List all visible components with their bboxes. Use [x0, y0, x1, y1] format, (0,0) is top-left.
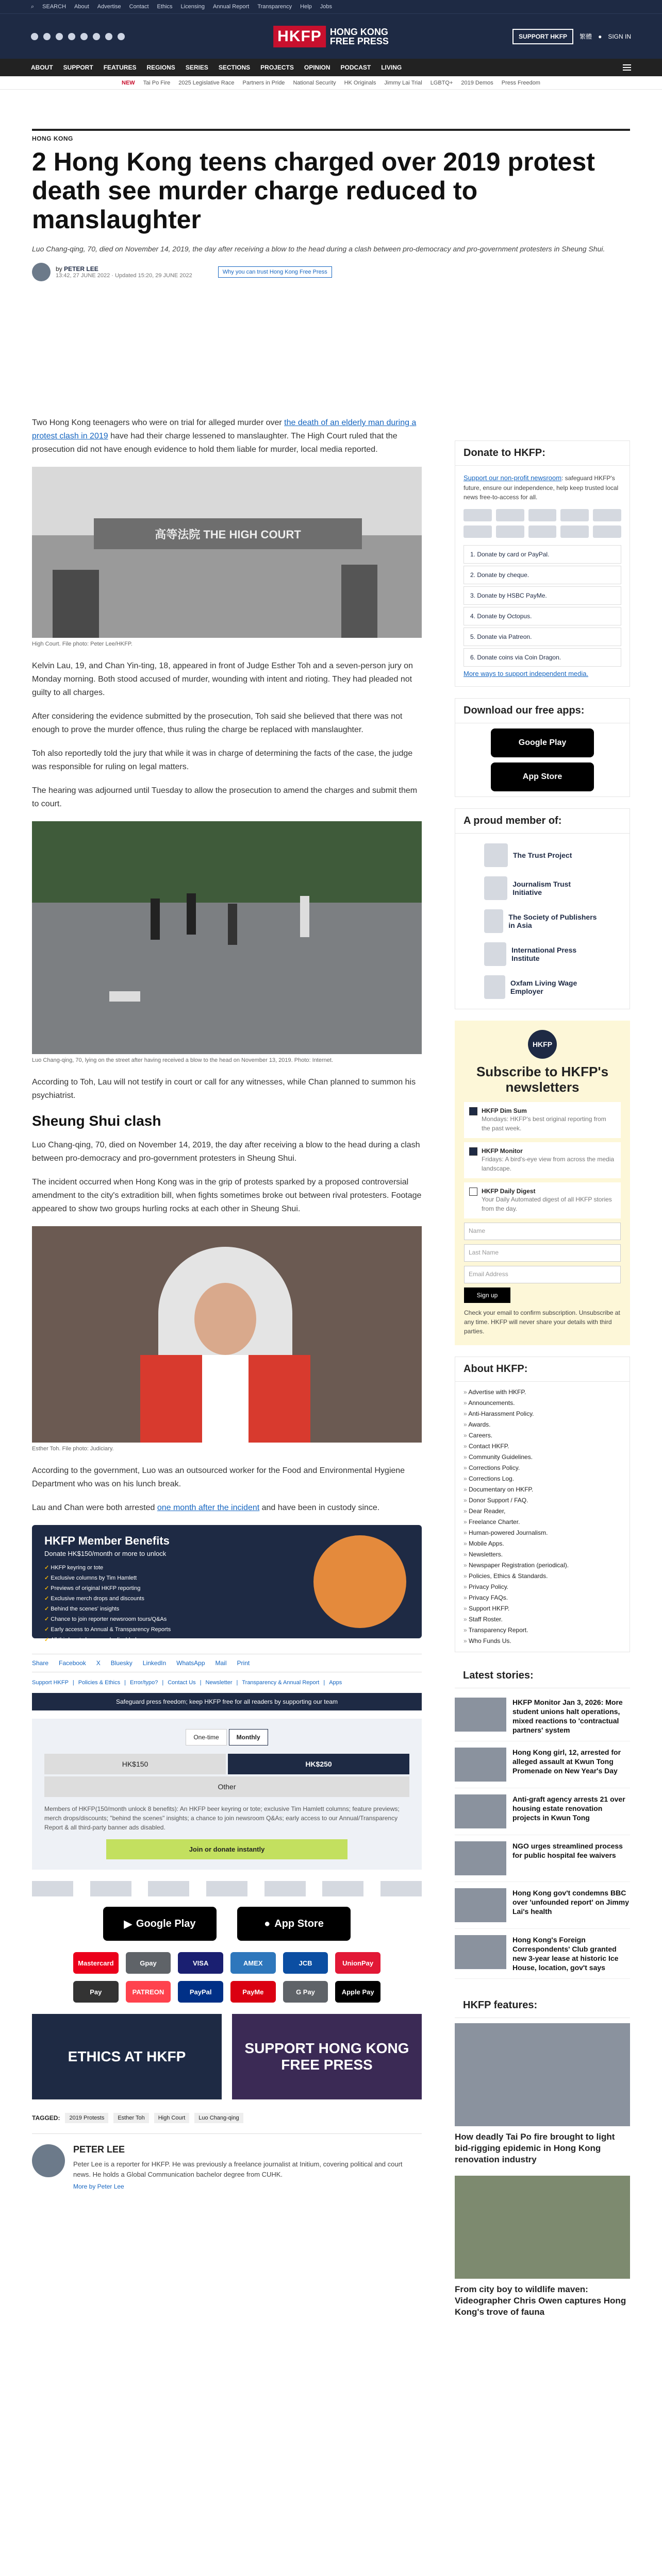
topbar-link-about[interactable]: About: [74, 4, 89, 10]
apple-icon: ●: [264, 1918, 271, 1929]
payment-methods: [73, 1952, 380, 2003]
photo-caption: High Court. File photo: Peter Lee/HKFP.: [32, 641, 133, 647]
user-icon[interactable]: ●: [598, 32, 602, 40]
membership-name: International Press Institute: [511, 946, 577, 962]
donate-option[interactable]: 2. Donate by cheque.: [464, 566, 621, 584]
site-logo[interactable]: [273, 26, 389, 47]
nav-sections[interactable]: SECTIONS: [218, 64, 251, 71]
newsletter-title: Subscribe to HKFP's newsletters: [476, 1064, 609, 1095]
topbar-link-help[interactable]: Help: [300, 4, 312, 10]
court-sign: 高等法院 THE HIGH COURT: [94, 518, 362, 549]
google-play-button[interactable]: [103, 1907, 217, 1941]
about-link[interactable]: » Privacy Policy.: [464, 1582, 621, 1592]
tag-link[interactable]: Press Freedom: [501, 79, 540, 86]
list-item: ✓ Behind the scenes' insights: [44, 1604, 409, 1614]
checkbox[interactable]: [469, 1147, 477, 1156]
nav-regions[interactable]: REGIONS: [146, 64, 175, 71]
payment-icon: [464, 526, 492, 538]
payment-logo: JCB: [283, 1952, 328, 1974]
site-header: [0, 13, 662, 59]
share-label: Share: [32, 1659, 49, 1667]
about-link[interactable]: » Newspaper Registration (periodical).: [464, 1560, 621, 1571]
topbar-link-ethics[interactable]: Ethics: [157, 4, 173, 10]
story-thumbnail[interactable]: [455, 1748, 506, 1782]
payment-icon: [593, 526, 621, 538]
share-facebook[interactable]: Facebook: [59, 1659, 86, 1667]
frequency-toggle: [44, 1729, 409, 1745]
facebook-icon[interactable]: [31, 33, 38, 40]
story-thumbnail[interactable]: [455, 1698, 506, 1732]
more-ways-link[interactable]: More ways to support independent media.: [464, 670, 589, 677]
author-box: [32, 2133, 422, 2190]
about-links: [455, 1382, 630, 1652]
tag-link[interactable]: Jimmy Lai Trial: [384, 79, 422, 86]
newsletter-note: Check your email to confirm subscription. Unsubscribe at any time. HKFP will never share your details with third parties.: [464, 1309, 620, 1335]
about-link[interactable]: » Human-powered Journalism.: [464, 1528, 621, 1538]
trust-button[interactable]: Why you can trust Hong Kong Free Press: [218, 266, 332, 278]
donation-note: Members of HKFP(150/month unlock 8 benefits): An HKFP beer keyring or tote; exclusive Tim Hamlett columns; feature previews; merch drops/discounts; "behind the scenes" insights; a chance to join newsroom Q&As; early access to our Annual/Transparency Report & all third-party banner ads disabled.: [44, 1805, 400, 1831]
sign-in-link[interactable]: SIGN IN: [608, 32, 631, 40]
donate-link[interactable]: Support our non-profit newsroom: [464, 474, 562, 482]
support-banner[interactable]: SUPPORT HONG KONG FREE PRESS: [232, 2014, 422, 2099]
partner-logo[interactable]: [90, 1881, 131, 1896]
about-link[interactable]: » Newsletters.: [464, 1549, 621, 1560]
text: : safeguard HKFP's future, ensure our independence, help keep trusted local news free-to-access for all.: [464, 474, 619, 501]
story-thumbnail[interactable]: [455, 1888, 506, 1922]
payment-icon: [496, 526, 524, 538]
store-label: App Store: [274, 1918, 324, 1929]
footer-link[interactable]: Newsletter: [205, 1680, 233, 1686]
social-icons: [31, 33, 125, 40]
payment-logo: PATREON: [126, 1981, 171, 2003]
store-label: Google Play: [136, 1918, 196, 1929]
about-link[interactable]: » Careers.: [464, 1430, 621, 1441]
story-headline[interactable]: Hong Kong's Foreign Correspondents' Club granted new 3-year lease at historic Ice House, location, gov't says: [512, 1936, 619, 1972]
logo-box: HKFP: [273, 26, 326, 47]
tag-link[interactable]: Tai Po Fire: [143, 79, 171, 86]
partner-logo[interactable]: [322, 1881, 363, 1896]
about-link[interactable]: » Freelance Charter.: [464, 1517, 621, 1528]
footer-link[interactable]: Contact Us: [168, 1680, 196, 1686]
latest-list: [455, 1688, 630, 1982]
bluesky-icon[interactable]: [93, 33, 100, 40]
partner-logo[interactable]: [32, 1881, 73, 1896]
membership-logo[interactable]: [464, 938, 621, 971]
payment-logo: PayPal: [178, 1981, 223, 2003]
donate-widget: [455, 440, 630, 687]
instagram-icon[interactable]: [56, 33, 63, 40]
article-title: 2 Hong Kong teens charged over 2019 protest death see murder charge reduced to manslaughter: [32, 147, 595, 234]
story-headline[interactable]: Anti-graft agency arrests 21 over housing estate renovation projects in Kwun Tong: [512, 1795, 625, 1822]
list-item: ✓ Exclusive columns by Tim Hamlett: [44, 1573, 409, 1583]
share-linkedin[interactable]: LinkedIn: [142, 1659, 167, 1667]
paragraph: After considering the evidence submitted by the prosecution, Toh said she believed that there was not enough to prove the murder offence, thus ruling the charge be replaced with manslaughter.: [32, 712, 403, 734]
trending-tags-bar: [0, 76, 662, 90]
about-link[interactable]: » Documentary on HKFP.: [464, 1484, 621, 1495]
footer-link[interactable]: Apps: [329, 1680, 342, 1686]
feature-image[interactable]: [455, 2023, 630, 2126]
article-body: [32, 416, 422, 2190]
donation-widget: [32, 1719, 422, 1870]
feature-headline[interactable]: How deadly Tai Po fire brought to light bid-rigging epidemic in Hong Kong renovation industry: [455, 2132, 615, 2164]
jti-icon: [484, 876, 507, 900]
payment-icon: [593, 509, 621, 521]
ethics-banner[interactable]: ETHICS AT HKFP: [32, 2014, 222, 2099]
nav-series[interactable]: SERIES: [185, 64, 208, 71]
member-benefits-banner[interactable]: [32, 1525, 422, 1643]
author-name[interactable]: PETER LEE: [73, 2144, 125, 2155]
story-headline[interactable]: NGO urges streamlined process for public hospital fee waivers: [512, 1842, 623, 1859]
paragraph: Kelvin Lau, 19, and Chan Yin-ting, 18, appeared in front of Judge Esther Toh and a seven-person jury on Monday morning. Both stood accused of murder, wounding with intent and rioting. They had pleaded not guilty to all charges.: [32, 662, 413, 697]
payment-icon: [464, 509, 492, 521]
hkfp-logo: HKFP: [528, 1030, 557, 1059]
header-right: [512, 29, 631, 44]
amount-option[interactable]: HK$150: [44, 1754, 226, 1774]
inline-link[interactable]: one month after the incident: [157, 1503, 260, 1512]
nav-opinion[interactable]: OPINION: [304, 64, 330, 71]
tag-link[interactable]: 2019 Demos: [461, 79, 493, 86]
name-field[interactable]: Name: [464, 1223, 621, 1240]
membership-logo[interactable]: [464, 971, 621, 1004]
article-tags: [32, 2113, 422, 2123]
author-name[interactable]: PETER LEE: [64, 265, 98, 273]
latest-story[interactable]: [455, 1882, 630, 1929]
nav-projects[interactable]: PROJECTS: [260, 64, 294, 71]
logo-text-2: FREE PRESS: [329, 36, 389, 46]
hamburger-menu-icon[interactable]: [623, 67, 631, 68]
paragraph: Toh also reportedly told the jury that while it was in charge of determining the facts of the case, the judge was responsible for ruling on legal matters.: [32, 749, 413, 771]
newsletter-option[interactable]: [464, 1182, 621, 1218]
payment-logo: Gpay: [126, 1952, 171, 1974]
sopa-icon: [484, 909, 503, 933]
payment-icon: [528, 526, 557, 538]
topbar-link-licensing[interactable]: Licensing: [180, 4, 205, 10]
donate-option[interactable]: 3. Donate by HSBC PayMe.: [464, 586, 621, 605]
newsletter-option[interactable]: [464, 1142, 621, 1178]
partner-logo[interactable]: [380, 1881, 422, 1896]
inline-link[interactable]: the death of an elderly man during a protest clash in 2019: [32, 418, 417, 440]
play-icon: ▶: [124, 1918, 132, 1930]
language-toggle[interactable]: 繁體: [580, 33, 592, 40]
payment-logo: VISA: [178, 1952, 223, 1974]
text: Two Hong Kong teenagers who were on trial for alleged murder over: [32, 418, 285, 427]
rss-icon[interactable]: [118, 33, 125, 40]
paragraph: According to the government, Luo was an outsourced worker for the Food and Environmental Hygiene Department who was on his lunch break.: [32, 1466, 405, 1488]
payment-logo: G Pay: [283, 1981, 328, 2003]
tag-chip[interactable]: Esther Toh: [113, 2113, 148, 2123]
new-badge: NEW: [122, 79, 135, 86]
about-link[interactable]: » Corrections Log.: [464, 1473, 621, 1484]
article-excerpt: Luo Chang-qing, 70, died on November 14, 2019, the day after receiving a blow to the head during a clash between pro-democracy and pro-government protesters in Sheung Shui.: [32, 245, 605, 253]
membership-name: Oxfam Living Wage Employer: [510, 979, 577, 995]
apps-widget: [455, 698, 630, 797]
about-link[interactable]: » Support HKFP.: [464, 1603, 621, 1614]
sidebar: [455, 440, 630, 2345]
tags-label: TAGGED:: [32, 2114, 60, 2122]
signup-button[interactable]: Sign up: [464, 1287, 510, 1303]
widget-title: Download our free apps:: [455, 699, 630, 723]
list-item: ✓ All third party banner ads disabled: [44, 1635, 409, 1645]
latest-story[interactable]: [455, 1788, 630, 1835]
payment-logo: UnionPay: [335, 1952, 380, 1974]
donate-option[interactable]: 4. Donate by Octopus.: [464, 607, 621, 625]
main-nav: [0, 59, 662, 76]
list-item: ✓ Early access to Annual & Transparency Reports: [44, 1624, 409, 1635]
share-mail[interactable]: Mail: [215, 1659, 227, 1667]
email-field[interactable]: Email Address: [464, 1266, 621, 1283]
option-desc: Fridays: A bird's-eye view from across the media landscape.: [482, 1156, 615, 1172]
footer-link[interactable]: Support HKFP: [32, 1680, 69, 1686]
payment-icons: [464, 509, 621, 538]
x-icon[interactable]: [43, 33, 51, 40]
topbar-link-advertise[interactable]: Advertise: [97, 4, 121, 10]
nav-living[interactable]: LIVING: [381, 64, 402, 71]
donate-options: [464, 545, 621, 667]
photo-caption: Esther Toh. File photo: Judiciary.: [32, 1446, 114, 1452]
author-avatar[interactable]: [32, 263, 51, 281]
oxfam-icon: [484, 975, 505, 999]
benefits-title: HKFP Member Benefits: [44, 1534, 170, 1547]
trust-project-icon: [484, 843, 508, 867]
about-link[interactable]: » Contact HKFP.: [464, 1441, 621, 1452]
paragraph: [32, 416, 422, 456]
latest-story[interactable]: [455, 1741, 630, 1788]
support-hkfp-button[interactable]: SUPPORT HKFP: [512, 29, 573, 44]
topbar-link-jobs[interactable]: Jobs: [320, 4, 333, 10]
nav-about[interactable]: ABOUT: [31, 64, 53, 71]
partner-logo[interactable]: [264, 1881, 306, 1896]
article-header: [32, 129, 630, 281]
freq-monthly[interactable]: Monthly: [229, 1729, 268, 1745]
paragraph: [32, 1501, 422, 1515]
join-donate-button[interactable]: Join or donate instantly: [106, 1839, 347, 1859]
top-utility-bar: [0, 0, 662, 13]
membership-name: The Trust Project: [513, 851, 572, 859]
paragraph: According to Toh, Lau will not testify in court or call for any witnesses, while Chan planned to summon his psychiatrist.: [32, 1078, 416, 1100]
high-court-photo: [32, 467, 422, 638]
share-x[interactable]: X: [96, 1659, 101, 1667]
text: have had their charge lessened to manslaughter. The High Court ruled that the prosecution did not have enough evidence to hold them liable for murder, local media reported.: [32, 432, 398, 454]
about-widget: [455, 1357, 630, 1652]
tag-link[interactable]: 2025 Legislative Race: [178, 79, 235, 86]
membership-name: Journalism Trust Initiative: [512, 880, 571, 896]
partner-logo[interactable]: [148, 1881, 189, 1896]
share-bluesky[interactable]: Bluesky: [110, 1659, 133, 1667]
widget-title: Latest stories:: [455, 1664, 630, 1688]
payment-logo: Apple Pay: [335, 1981, 380, 2003]
payment-icon: [560, 526, 589, 538]
ipi-icon: [484, 942, 506, 966]
author-bio: Peter Lee is a reporter for HKFP. He was previously a freelance journalist at Initium, covering political and court news. He holds a Global Communication bachelor degree from CUHK.: [73, 2160, 403, 2178]
amount-options: [44, 1754, 409, 1774]
promo-banners: [32, 2014, 422, 2099]
checkbox[interactable]: [469, 1107, 477, 1115]
story-thumbnail[interactable]: [455, 1935, 506, 1969]
last-name-field[interactable]: Last Name: [464, 1244, 621, 1262]
features-widget: [455, 1993, 630, 2333]
youtube-icon[interactable]: [68, 33, 75, 40]
tag-link[interactable]: HK Originals: [344, 79, 376, 86]
option-desc: Mondays: HKFP's best original reporting from the past week.: [482, 1115, 606, 1132]
threads-icon[interactable]: [105, 33, 112, 40]
article-dates: 13:42, 27 JUNE 2022 · Updated 15:20, 29 JUNE 2022: [56, 273, 192, 279]
story-headline[interactable]: HKFP Monitor Jan 3, 2026: More student unions halt operations, mixed reactions to 'contractual partners' system: [512, 1698, 623, 1734]
membership-logo[interactable]: [464, 839, 621, 872]
linkedin-icon[interactable]: [80, 33, 88, 40]
freq-one-time[interactable]: One-time: [186, 1729, 226, 1745]
option-desc: Your Daily Automated digest of all HKFP stories from the day.: [482, 1196, 612, 1212]
about-link[interactable]: » Who Funds Us.: [464, 1636, 621, 1647]
topbar-link-transparency[interactable]: Transparency: [257, 4, 292, 10]
memberships-widget: [455, 808, 630, 1009]
topbar-link-annual-report[interactable]: Annual Report: [213, 4, 250, 10]
latest-story[interactable]: [455, 1929, 630, 1979]
tag-chip[interactable]: High Court: [154, 2113, 190, 2123]
payment-icon: [496, 509, 524, 521]
app-store-button[interactable]: App Store: [491, 762, 594, 791]
story-thumbnail[interactable]: [455, 1794, 506, 1828]
street-clash-photo: [32, 821, 422, 1054]
donate-option[interactable]: 5. Donate via Patreon.: [464, 628, 621, 646]
nav-podcast[interactable]: PODCAST: [340, 64, 371, 71]
section-heading: Sheung Shui clash: [32, 1113, 161, 1129]
about-link[interactable]: » Awards.: [464, 1419, 621, 1430]
latest-widget: [455, 1664, 630, 1982]
widget-title: HKFP features:: [455, 1993, 630, 2018]
footer-link[interactable]: Transparency & Annual Report: [242, 1680, 320, 1686]
safeguard-banner[interactable]: Safeguard press freedom; keep HKFP free for all readers by supporting our team: [32, 1693, 422, 1710]
story-thumbnail[interactable]: [455, 1841, 506, 1875]
donate-option[interactable]: 6. Donate coins via Coin Dragon.: [464, 648, 621, 667]
donate-option[interactable]: 1. Donate by card or PayPal.: [464, 545, 621, 564]
widget-title: Donate to HKFP:: [455, 441, 630, 466]
amount-option-selected[interactable]: HK$250: [228, 1754, 409, 1774]
article-category[interactable]: HONG KONG: [32, 135, 73, 142]
payment-logo: Pay: [73, 1981, 119, 2003]
option-title: HKFP Dim Sum: [482, 1107, 527, 1114]
about-link[interactable]: » Policies, Ethics & Standards.: [464, 1571, 621, 1582]
list-item: ✓ Chance to join reporter newsroom tours/Q&As: [44, 1614, 409, 1624]
partner-logo[interactable]: [206, 1881, 247, 1896]
widget-title: About HKFP:: [455, 1357, 630, 1382]
about-link[interactable]: » Advertise with HKFP.: [464, 1387, 621, 1398]
tag-link[interactable]: Partners in Pride: [242, 79, 285, 86]
story-headline[interactable]: Hong Kong girl, 12, arrested for alleged assault at Kwun Tong Promenade on New Year's Day: [512, 1748, 621, 1775]
about-link[interactable]: » Donor Support / FAQ.: [464, 1495, 621, 1506]
mascot-illustration: [313, 1535, 406, 1628]
widget-title: A proud member of:: [455, 809, 630, 834]
membership-name: The Society of Publishers in Asia: [508, 913, 597, 929]
payment-logo: AMEX: [230, 1952, 276, 1974]
share-whatsapp[interactable]: WhatsApp: [176, 1659, 205, 1667]
about-link[interactable]: » Dear Reader,: [464, 1506, 621, 1517]
payment-logo: PayMe: [230, 1981, 276, 2003]
share-bar: [32, 1654, 422, 1672]
payment-logo: Mastercard: [73, 1952, 119, 1974]
byline: [32, 263, 630, 281]
share-print[interactable]: Print: [237, 1659, 250, 1667]
nav-support[interactable]: SUPPORT: [63, 64, 93, 71]
about-link[interactable]: » Staff Roster.: [464, 1614, 621, 1625]
footer-link[interactable]: Error/typo?: [129, 1680, 158, 1686]
text: and have been in custody since.: [259, 1503, 380, 1512]
about-link[interactable]: » Mobile Apps.: [464, 1538, 621, 1549]
topbar-link-contact[interactable]: Contact: [129, 4, 149, 10]
more-by-author-link[interactable]: More by Peter Lee: [73, 2183, 124, 2190]
article-footer-links: Support HKFP | Policies & Ethics | Error/typo? | Contact Us | Newsletter | Transparency & Annual Report | Apps: [32, 1680, 342, 1686]
nav-features[interactable]: FEATURES: [103, 64, 137, 71]
amount-other[interactable]: Other: [44, 1776, 409, 1797]
newsletter-option[interactable]: [464, 1102, 621, 1138]
membership-logo[interactable]: [464, 905, 621, 938]
byline-prefix: by: [56, 265, 62, 273]
judge-portrait-photo: [32, 1226, 422, 1443]
text: Lau and Chan were both arrested: [32, 1503, 157, 1512]
membership-logo[interactable]: [464, 872, 621, 905]
footer-link[interactable]: Policies & Ethics: [78, 1680, 121, 1686]
photo-caption: Luo Chang-qing, 70, lying on the street after having received a blow to the head on November 13, 2019. Photo: Internet.: [32, 1057, 333, 1063]
about-link[interactable]: » Announcements.: [464, 1398, 621, 1409]
about-link[interactable]: » Community Guidelines.: [464, 1452, 621, 1463]
feature-headline[interactable]: From city boy to wildlife maven: Videographer Chris Owen captures Hong Kong's trove of fauna: [455, 2284, 626, 2317]
app-store-button[interactable]: [237, 1907, 351, 1941]
search-icon[interactable]: ⌕: [31, 3, 35, 10]
google-play-button[interactable]: Google Play: [491, 728, 594, 757]
tag-chip[interactable]: Luo Chang-qing: [194, 2113, 243, 2123]
option-title: HKFP Daily Digest: [482, 1188, 536, 1195]
list-item: ✓ HKFP keyring or tote: [44, 1563, 409, 1573]
about-link[interactable]: » Corrections Policy.: [464, 1463, 621, 1473]
list-item: ✓ Exclusive merch drops and discounts: [44, 1594, 409, 1604]
logo-text-1: HONG KONG: [329, 26, 388, 37]
app-store-buttons: [32, 1907, 422, 1941]
payment-icon: [560, 509, 589, 521]
author-avatar[interactable]: [32, 2144, 65, 2177]
paragraph: The incident occurred when Hong Kong was in the grip of protests sparked by a proposed controversial amendment to the city's extradition bill, when fights sometimes broke out between rival protesters. Footage appeared to show two groups hurling rocks at each other in Sheung Shui.: [32, 1178, 422, 1213]
story-headline[interactable]: Hong Kong gov't condemns BBC over 'unfounded report' on Jimmy Lai's health: [512, 1889, 630, 1916]
partner-logos: [32, 1881, 422, 1896]
tag-chip[interactable]: 2019 Protests: [65, 2113, 108, 2123]
tag-link[interactable]: LGBTQ+: [430, 79, 453, 86]
about-link[interactable]: » Anti-Harassment Policy.: [464, 1409, 621, 1419]
option-title: HKFP Monitor: [482, 1147, 523, 1155]
about-link[interactable]: » Transparency Report.: [464, 1625, 621, 1636]
newsletter-widget: [455, 1021, 630, 1345]
search-link[interactable]: SEARCH: [42, 4, 67, 10]
paragraph: The hearing was adjourned until Tuesday to allow the prosecution to amend the charges and submit them to court.: [32, 786, 418, 808]
latest-story[interactable]: [455, 1691, 630, 1741]
paragraph: Luo Chang-qing, 70, died on November 14, 2019, the day after receiving a blow to the head during a clash between pro-democracy and pro-government protesters in Sheung Shui.: [32, 1141, 420, 1163]
checkbox[interactable]: [469, 1188, 477, 1196]
payment-icon: [528, 509, 557, 521]
divider: [32, 129, 630, 131]
feature-image[interactable]: [455, 2176, 630, 2279]
latest-story[interactable]: [455, 1835, 630, 1882]
tag-link[interactable]: National Security: [293, 79, 336, 86]
about-link[interactable]: » Privacy FAQs.: [464, 1592, 621, 1603]
benefits-subtitle: Donate HK$150/month or more to unlock: [44, 1550, 167, 1557]
list-item: ✓ Previews of original HKFP reporting: [44, 1583, 409, 1594]
